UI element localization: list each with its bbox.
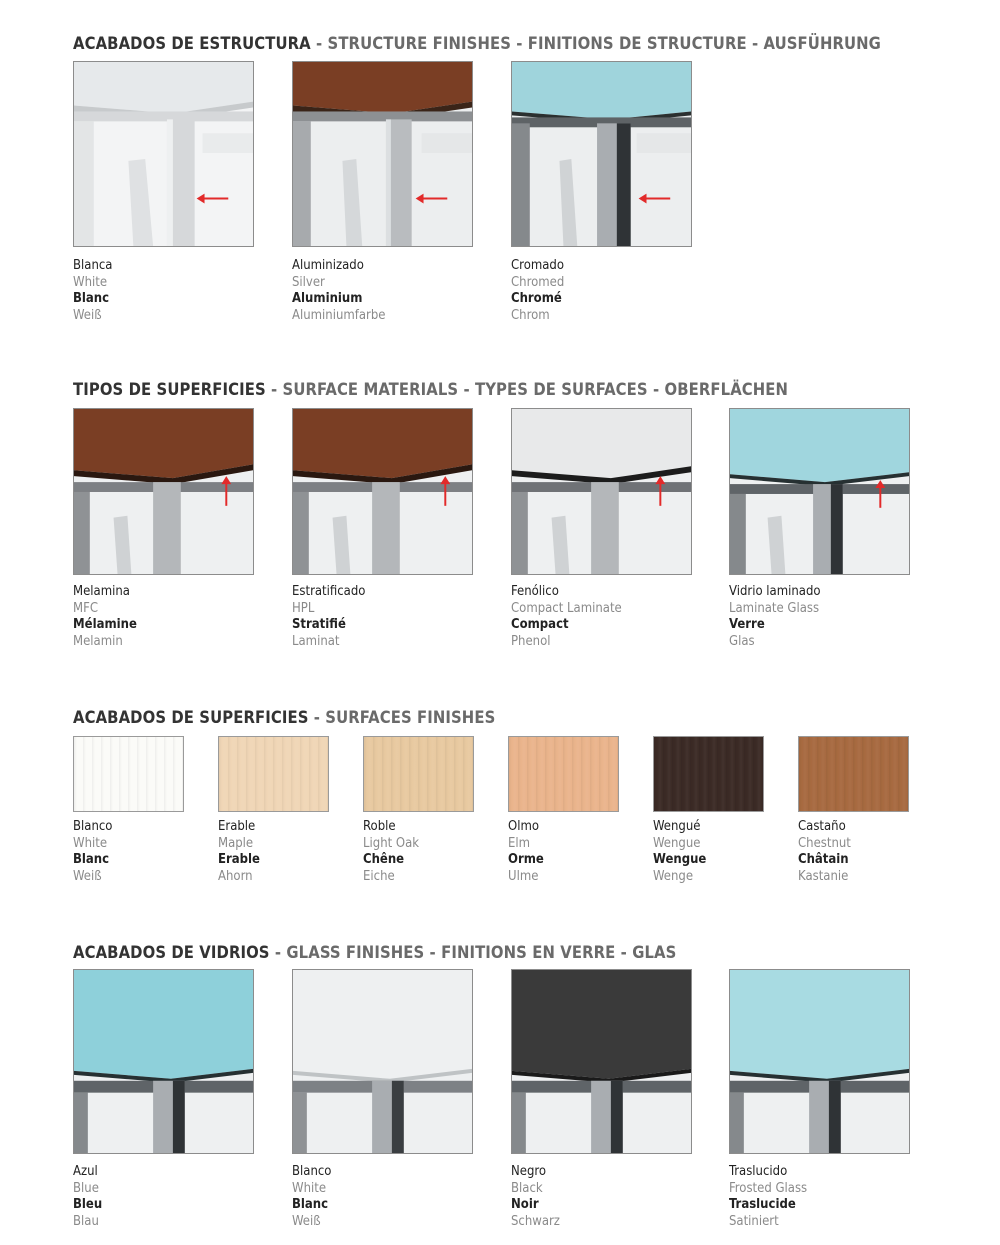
section-subtitle: - SURFACE MATERIALS - TYPES DE SURFACES - OBERFLÄCHEN (265, 380, 789, 399)
glass-white-image (292, 969, 473, 1154)
swatch-maple-caption: Erable Maple Erable Ahorn (218, 819, 260, 884)
glass-black-image (511, 969, 692, 1154)
finish-chromed-image (511, 61, 692, 247)
finish-chromed-caption: Cromado Chromed Chromé Chrom (511, 258, 565, 323)
swatch-wengue-caption: Wengué Wengue Wengue Wenge (653, 819, 707, 884)
surfaces-finishes-heading (73, 708, 495, 727)
swatch-white (73, 736, 184, 812)
material-mfc-image (73, 408, 254, 575)
material-glass-caption: Vidrio laminado Laminate Glass Verre Glas (729, 584, 821, 649)
section-subtitle: - SURFACES FINISHES (308, 708, 496, 727)
glass-black-caption: Negro Black Noir Schwarz (511, 1164, 560, 1229)
finish-silver-caption: Aluminizado Silver Aluminium Aluminiumfarbe (292, 258, 386, 323)
swatch-white-caption: Blanco White Blanc Weiß (73, 819, 113, 884)
section-title: TIPOS DE SUPERFICIES (73, 380, 266, 399)
swatch-elm-caption: Olmo Elm Orme Ulme (508, 819, 544, 884)
section-title: ACABADOS DE ESTRUCTURA (73, 34, 311, 53)
section-title: ACABADOS DE SUPERFICIES (73, 708, 309, 727)
glass-blue-caption: Azul Blue Bleu Blau (73, 1164, 103, 1229)
material-hpl-caption: Estratificado HPL Stratifié Laminat (292, 584, 366, 649)
material-compact-caption: Fenólico Compact Laminate Compact Phenol (511, 584, 622, 649)
glass-blue-image (73, 969, 254, 1154)
finish-white-image (73, 61, 254, 247)
glass-frosted-image (729, 969, 910, 1154)
swatch-chestnut (798, 736, 909, 812)
swatch-wengue (653, 736, 764, 812)
section-title: ACABADOS DE VIDRIOS (73, 943, 270, 962)
swatch-maple (218, 736, 329, 812)
swatch-light-oak (363, 736, 474, 812)
glass-frosted-caption: Traslucido Frosted Glass Traslucide Satiniert (729, 1164, 808, 1229)
section-subtitle: - STRUCTURE FINISHES - FINITIONS DE STRUCTURE - AUSFÜHRUNG (310, 34, 881, 53)
structure-finishes-heading (73, 34, 881, 53)
finish-silver-image (292, 61, 473, 247)
material-compact-image (511, 408, 692, 575)
swatch-light-oak-caption: Roble Light Oak Chêne Eiche (363, 819, 420, 884)
section-subtitle: - GLASS FINISHES - FINITIONS EN VERRE - GLAS (269, 943, 677, 962)
swatch-chestnut-caption: Castaño Chestnut Châtain Kastanie (798, 819, 851, 884)
material-glass-image (729, 408, 910, 575)
material-mfc-caption: Melamina MFC Mélamine Melamin (73, 584, 137, 649)
surface-materials-heading (73, 380, 788, 399)
glass-white-caption: Blanco White Blanc Weiß (292, 1164, 332, 1229)
material-hpl-image (292, 408, 473, 575)
finish-white-caption: Blanca White Blanc Weiß (73, 258, 113, 323)
swatch-elm (508, 736, 619, 812)
glass-finishes-heading (73, 943, 676, 962)
